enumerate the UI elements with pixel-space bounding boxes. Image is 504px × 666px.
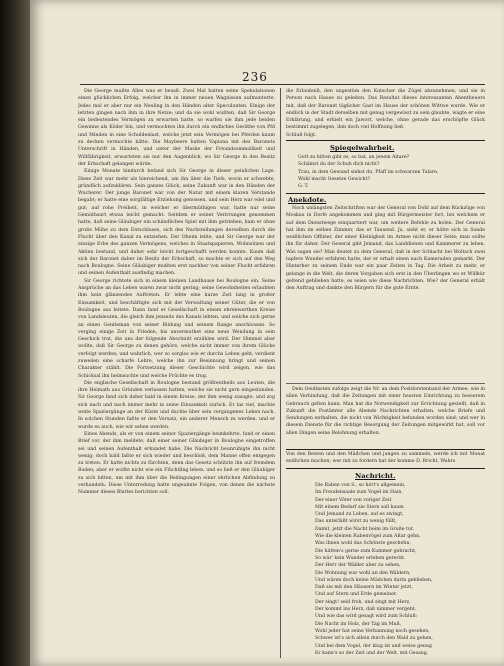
left-paragraph-2: Einige Monate hindurch befand sich Sir George in dieser peinlichen Lage. Diese Zeit war mehr als hinreichend, um ihn über die Tiefe, worin er schwebte, gründlich aufzuklären. Sein ganzes Glück, seine Zukunft war in den Händen der Wucherer. Der junge Baronet war von der Natur mit einem klaren Verstande begabt; er hatte eine sorgfältige Erziehung genossen, und sein Herz war edel und gut; auf rohe Freiheit, in welcher er übermüthigen war, hatte nur seine Gemüthsart etwas leicht gemacht. Seitdem er seiner Verirrungen genommen hatte, daß seine Gläubiger ein schändliches Spiel mit ihm getrieben, kam er ohne große Mühe zu dem Entschlusse, sich des Nachstellungen derselben durch die Flucht über den Kanal zu entziehen. Der Oheim lebte, und Sir George war der einzige Erbe des ganzen Vermögens, welches in Staatspapieren, Wohnsitzen und Aktien bestand, und daher sehr leicht fortgeschafft werden konnte. Kaum daß sich der Baronet daher im Besitz der Erbschaft, so machte er sich auf den Weg nach Boulogne. Seine Gläubiger mußten erst nachher von seiner Flucht erfahren und seinen Aufenthalt ausfindig machen. (78, 169, 275, 277)
epigram (298, 154, 483, 190)
anecdote (286, 205, 485, 381)
header-rule (80, 84, 485, 85)
poem-line: Der Herr der Wälder aber zu sehen, (315, 563, 401, 569)
right-intro-signature: Schluß folgt. (286, 132, 317, 138)
left-paragraph-3: Sir George richtete sich in einem kleinen Landhause bei Boulogne ein. Seine Ansprüche an das Leben waren zwar nicht gering; seine Gewohnheiten erlaubten ihm kein glänzendes Auftreten. Er lebte eine kurze Zeit lang in großer Einsamkeit, und beschäftigte sich mit der Verwaltung seiner Güter, die er von Boulogne aus leitete. Dann fand er Gesellschaft in einem ehrenwerthen Kreise von Landsleuten, die gleich ihm jenseits des Kanals lebten, und welche sich gerne an einen Gentleman von seiner Bildung und seinem Range anschlossen. So verging einige Zeit in Frieden, bis unvermuthet eine neue Wendung in sein Geschick trat, die uns der folgende Abschnitt erzählen wird. Der Himmel aber wollte, daß Sir George zu denen gehöre, welche nicht immer von ihrem Glücke verfolgt werden; und wahrlich, wer so sorglos wie er durchs Leben geht, verdient zuweilen eine scharfe Lehre, welche ihn zur Besinnung bringt und seinen Charakter stählt. Die Fortsetzung dieser Geschichte wird zeigen, wie das Schicksal ihn heimsuchte und welche Früchte es trug. (78, 278, 275, 379)
page (30, 0, 504, 666)
poem-line: Und wie das wird gesagt wird zum Schluß: (315, 614, 418, 620)
notice (286, 451, 485, 466)
anecdote-text-2: Dem Oeidinsten zufolge zeigt die Nr. an dem Postdorstenband der Armee, wie in allen Verbindung, daß die Zeitungen mit einer bessren Einrichtung zu besserem Gebrauch gelten kann. Man hat die Notwendigkeit zur Errichtung gestellt, daß in Zukunft die Postämter alle Abende Nachrichten erhalten, welche Briefe und Sendungen enthalten, die nicht von Wichtigkeit befunden worden sind; und wer in diesem Dienste für die richtige Besorgung der Zeitungen mitgewirkt hat, soll vor allen Dingen seine Belohnung erhalten. (286, 387, 485, 436)
poem-line: Die Nacht im Holz, der Tag im Muß, (315, 621, 402, 627)
poem-line: Schwer ist's sich allein durch den Wald zu gehen, (315, 636, 433, 642)
book-gutter (0, 0, 34, 666)
poem-title: Nachricht. (355, 472, 396, 480)
poem-line: So wär' kein Wunder erleben gerecht. (315, 555, 406, 561)
right-intro-text: die Erlaubniß, den ungestüm den Kutscher die Zügel abzunehmen, und sie in Person nach Hause zu geleiten. Das Resultat dieses interessanten Abentheuers mit, daß der Baronet täglicher Gast im Hause der schönen Wittwe wurde. Wie er endlich in der Stadt derselben mit genug vergewisst zu sein glaubte, wagte er eine Erklärung, und erhielt ein Jawort, welche, ohne gerade das erschöpfte Glück bestimmt zugelegen, ihm doch viel Hoffnung ließ. (286, 89, 485, 131)
poem-line: Und Jemand zu Leben, auf es zwingt, (315, 512, 404, 518)
section-rule-1 (286, 140, 485, 141)
poem-line: Er kann's so der Zeit und der Welt, mit Gesang. (315, 650, 429, 656)
epigram-line-3: Trau, in dem Gewand siehst du, Pfaff im schwarzen Talare, (298, 169, 439, 175)
poem-line: Was ihnen wohl das Schönste geschehn, (315, 541, 411, 547)
section-rule-5 (286, 468, 485, 469)
poem-line: Das unterläßt wirst zu wenig füllt, (315, 519, 397, 525)
poem-line: Die Raben von S., so hört's allgemein, (315, 483, 406, 488)
poem-line: Damit, jetzt die Nacht beim im Gruße tut. (315, 526, 415, 532)
poem-line: Im Freudensaale zum Vogel im Hain, (315, 490, 403, 496)
poem-line: Und auf Stern und Erde gemeiner. (315, 592, 398, 598)
poem-line: Wohl jeder hat seine Verbannung noch gesehen, (315, 628, 430, 634)
column-divider (280, 88, 281, 658)
epigram-line-4: Wohl macht Gesetze Gewicht? (298, 176, 370, 182)
poem-line: Mit einem Bedarf sie Stern soll kaum (315, 504, 404, 510)
poem (315, 482, 485, 657)
left-paragraph-5: Eines Abends, als er von einem seiner Spaziergänge heimkehrte, fand er einen Brief vor, der ihm meldete, daß einer seiner Gläubiger in Boulogne eingetroffen sei und seinen Aufenthalt erkundet habe. Die Nachricht beunruhigte ihn nicht wenig; doch bald faßte er sich wieder und beschloß, dem Manne offen entgegen zu treten. Er hatte nichts zu fürchten, denn das Gesetz schützte ihn auf fremdem Boden; aber er wollte nicht wie ein Flüchtling leben, und so ließ er den Gläubiger zu sich bitten, um mit ihm über die Bedingungen einer ehrlichen Abfindung zu verhandeln. Diese Unterredung hatte ungeahnte Folgen, von denen die nächste Nummer dieses Blattes berichten soll. (78, 431, 275, 496)
poem-line: Der einer Vöter von voriger Zeit (315, 497, 392, 503)
poem-line: Und wären doch keine Mädchen darin geblieben, (315, 577, 433, 583)
left-column (78, 88, 275, 660)
poem-line: Die hätten's gerne zum Kummer gebracht, (315, 548, 417, 554)
page-number: 236 (242, 70, 268, 84)
poem-line: Der kommt ins Herz, daß nimmer vergeht. (315, 607, 417, 613)
poem-line: Daß sie mit den Häusern im Winter jetzt, (315, 585, 413, 591)
epigram-line-1: Gott zu bitten gibt es, so bat, an jenem Altare? (298, 155, 410, 160)
anecdote-text: Noch unlängsten Zeitschriften war der General von Dohl auf dem Rückzüge von Moskau in Dorfe angekommen und ging mit Bürgermeister fort, bei welchem er auf dem Dienstwege einquartiert war, um weitere Befehle zu holen. Der General hat ihm im selben Zimmer, das er Tausend. Ja, sieht er, er hätte sich in Sande weißlichen Offizier, der einer Kleinigkeit im Armee nicht dieser Seite; man sollte ihn für daher. Der General gibt Jemand, das Landdienen und Kammerer zu leben. Was sagen sie? Man deutet zu dem General, daß in der Schlacht bei Woltsch zwei tapfere Wunder erfahren hatte, der er erhalt einen nach Kameraden gemarkt. Der Hinterher zu seinem Ende war ein paar Zeiten in Tag. Die Arbeit zu mehr, er gelange in die Welt, die deren Vorgaben sich erst in den Überlingen wo er Willkür geltend geblieben hatte, es seien wie diese Nachrichten. Wie? der General erhält den Auftrag und dankte den Bürgern für die gute Ernte. (286, 206, 485, 292)
epigram-signature: G. T. (298, 184, 309, 190)
left-paragraph-4: Die englische Gesellschaft in Boulogne bestand größtentheils aus Leuten, die ihre Heimath aus Gründen verlassen hatten, welche sie nicht gern eingestanden. Sir George fand sich daher bald in einem Kreise, der ihm wenig zusagte, und zog sich nach und nach immer mehr in seine Einsamkeit zurück. Er las viel, machte weite Spaziergänge an der Küste und dachte über sein vergangenes Leben nach. In solchen Stunden faßte er den Vorsatz, ein anderer Mensch zu werden, und er wurde es auch, wie wir sehen werden. (78, 380, 275, 430)
epigram-line-2: Schämst du der Schuh dich nicht? (298, 162, 380, 168)
epigram-title: Spiegelwahrheit. (330, 144, 395, 152)
notice-text: Von den Besten und den Mädchen und jungen zu sammeln, werde ich mit Monat endlichen machen; wer mit zu fordern hat der komme D. Bricht, Wahrs. (286, 452, 485, 465)
section-rule-4 (286, 449, 485, 450)
right-column-intro (286, 88, 485, 139)
poem-line: Die Wohnung war wohl an den Wäldern, (315, 570, 411, 576)
section-rule-2 (286, 193, 485, 194)
section-rule-3 (286, 383, 485, 384)
anecdote-title: Anekdote. (288, 196, 327, 204)
notice-paragraph (286, 386, 485, 446)
poem-line: Wie die kleinen Rabenvögel zum Altar gehn, (315, 534, 421, 540)
left-paragraph-1: Die George mußte Alles was er besaß. Zwei Mal hatten seine Spekulationen einen glücklichen Erfolg, welcher ihn in immer neuen Wagnissen aufmunterte. Jedes mal er aber nur ein Neuling in den Händen alter Speculanten. Einige der letzten gingen nach ihm in ihre Netze; und da sie wohl wußten, daß Sir George ein bedeutendes Vermögen zu erwarten hatte, so warfen sie ihm jede beiden Gewinne als Köder hin, und vermochten ihn durch ein endliches Geräthe von Pfd und Minden in eine Schuldenlast, welche jetzt sein Vermögen bei Pferden kaum zu decken vermochte hätte. Die Maybeere hatten Vapiana mit des Baronets Unterschrift in Händen, und unter der Maske der Freundsommolikeit und Willfährigkeit, erwarteten sie nur den Augenblick, wo Sir George in den Besitz der Erbschaft gelangen würde. (78, 89, 275, 167)
poem-line: Und bei dem Vogel, der klug ist und weise genug (315, 643, 432, 649)
poem-line: Der singt! seid froh, und singt mit Herz, (315, 599, 411, 605)
